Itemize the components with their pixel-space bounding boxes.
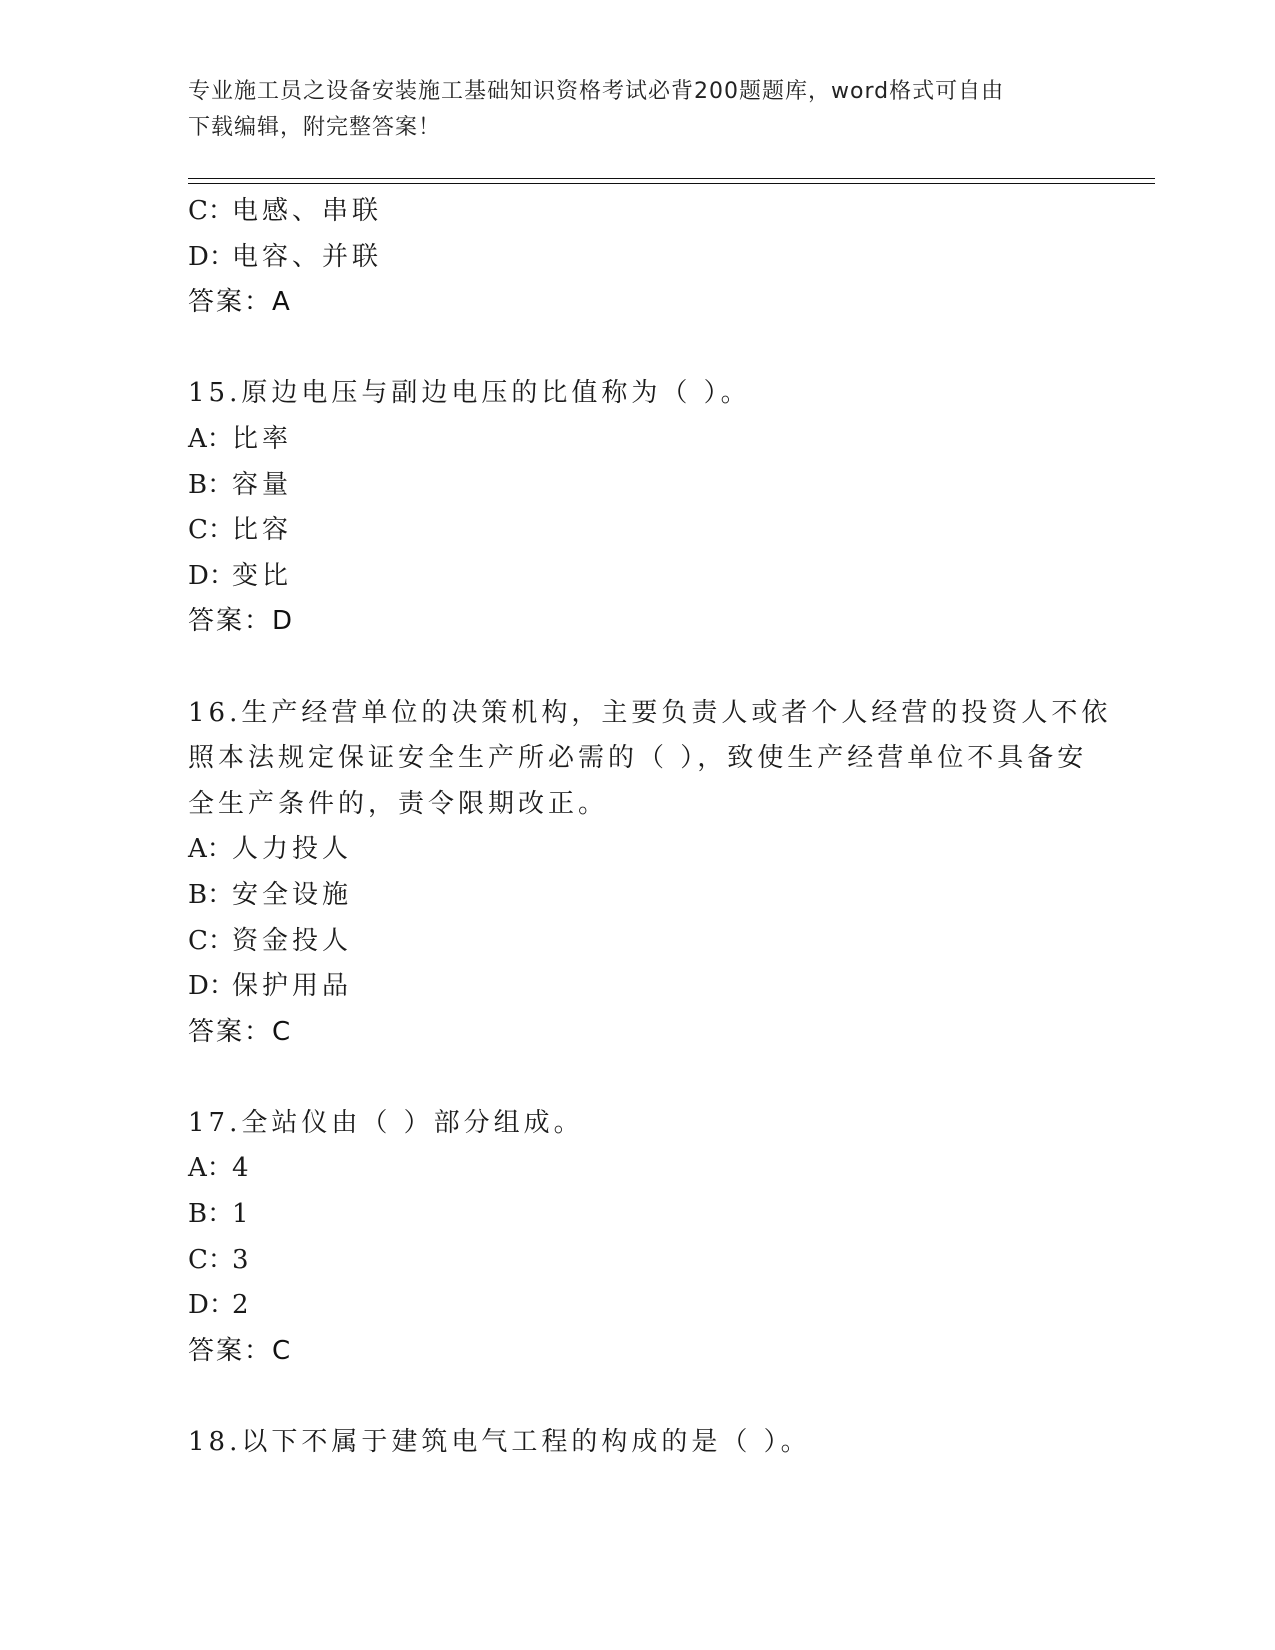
option-text: 2	[232, 1290, 253, 1321]
option-text: 电容、并联	[232, 241, 383, 272]
option-a	[188, 417, 1088, 463]
question-text-line-3: 全生产条件的，责令限期改正。	[188, 788, 609, 819]
question-text: 15.原边电压与副边电压的比值称为（ ）。	[188, 378, 751, 409]
option-d	[188, 964, 1088, 1010]
document-header	[188, 74, 1088, 146]
option-a	[188, 1146, 1088, 1192]
option-text: 比容	[232, 515, 293, 546]
option-b	[188, 1192, 1088, 1238]
option-letter: B：	[188, 879, 234, 910]
option-letter: B：	[188, 1199, 234, 1230]
option-text: 安全设施	[232, 879, 353, 910]
option-text: 变比	[232, 560, 293, 591]
header-divider-top	[188, 178, 1155, 179]
answer-line: 答案：C	[188, 1335, 293, 1366]
option-b	[188, 873, 1088, 919]
question-text-line-2: 照本法规定保证安全生产所必需的（ ），致使生产经营单位不具备安	[188, 743, 1088, 774]
header-title-line-1: 专业施工员之设备安装施工基础知识资格考试必背200题题库，word格式可自由	[188, 79, 1005, 104]
option-letter: C：	[188, 515, 234, 546]
option-b	[188, 463, 1088, 509]
option-text: 保护用品	[232, 971, 353, 1002]
answer-line: 答案：A	[188, 287, 292, 318]
option-a	[188, 827, 1088, 873]
option-letter: C：	[188, 196, 234, 226]
option-letter: A：	[188, 423, 233, 454]
option-letter: B：	[188, 469, 234, 500]
option-d	[188, 1283, 1088, 1329]
option-letter: C：	[188, 1244, 234, 1275]
question-text-line-1: 16.生产经营单位的决策机构，主要负责人或者个人经营的投资人不依	[188, 697, 1112, 728]
option-c	[188, 189, 1088, 235]
option-letter: D：	[188, 241, 235, 272]
question-text: 17.全站仪由（ ）部分组成。	[188, 1107, 584, 1138]
option-text: 容量	[232, 469, 293, 500]
option-d	[188, 235, 1088, 281]
option-text: 比率	[232, 423, 293, 454]
option-text: 人力投人	[232, 834, 353, 865]
option-text: 3	[232, 1244, 253, 1275]
question-list	[188, 189, 1112, 1466]
option-text: 1	[232, 1199, 253, 1230]
option-letter: D：	[188, 560, 235, 591]
option-c	[188, 1238, 1088, 1284]
option-text: 4	[232, 1153, 253, 1184]
header-title-line-2: 下载编辑，附完整答案！	[188, 115, 442, 140]
option-letter: D：	[188, 971, 235, 1002]
option-c	[188, 919, 1088, 965]
option-c	[188, 508, 1088, 554]
option-letter: C：	[188, 925, 234, 956]
option-text: 资金投人	[232, 925, 353, 956]
option-d	[188, 554, 1088, 600]
option-letter: A：	[188, 1153, 233, 1184]
option-letter: A：	[188, 834, 233, 865]
option-text: 电感、串联	[232, 196, 383, 226]
answer-line: 答案：D	[188, 606, 295, 637]
header-divider-bottom	[188, 183, 1155, 184]
answer-line: 答案：C	[188, 1016, 293, 1047]
question-text: 18.以下不属于建筑电气工程的构成的是（ ）。	[188, 1427, 811, 1458]
option-letter: D：	[188, 1290, 235, 1321]
